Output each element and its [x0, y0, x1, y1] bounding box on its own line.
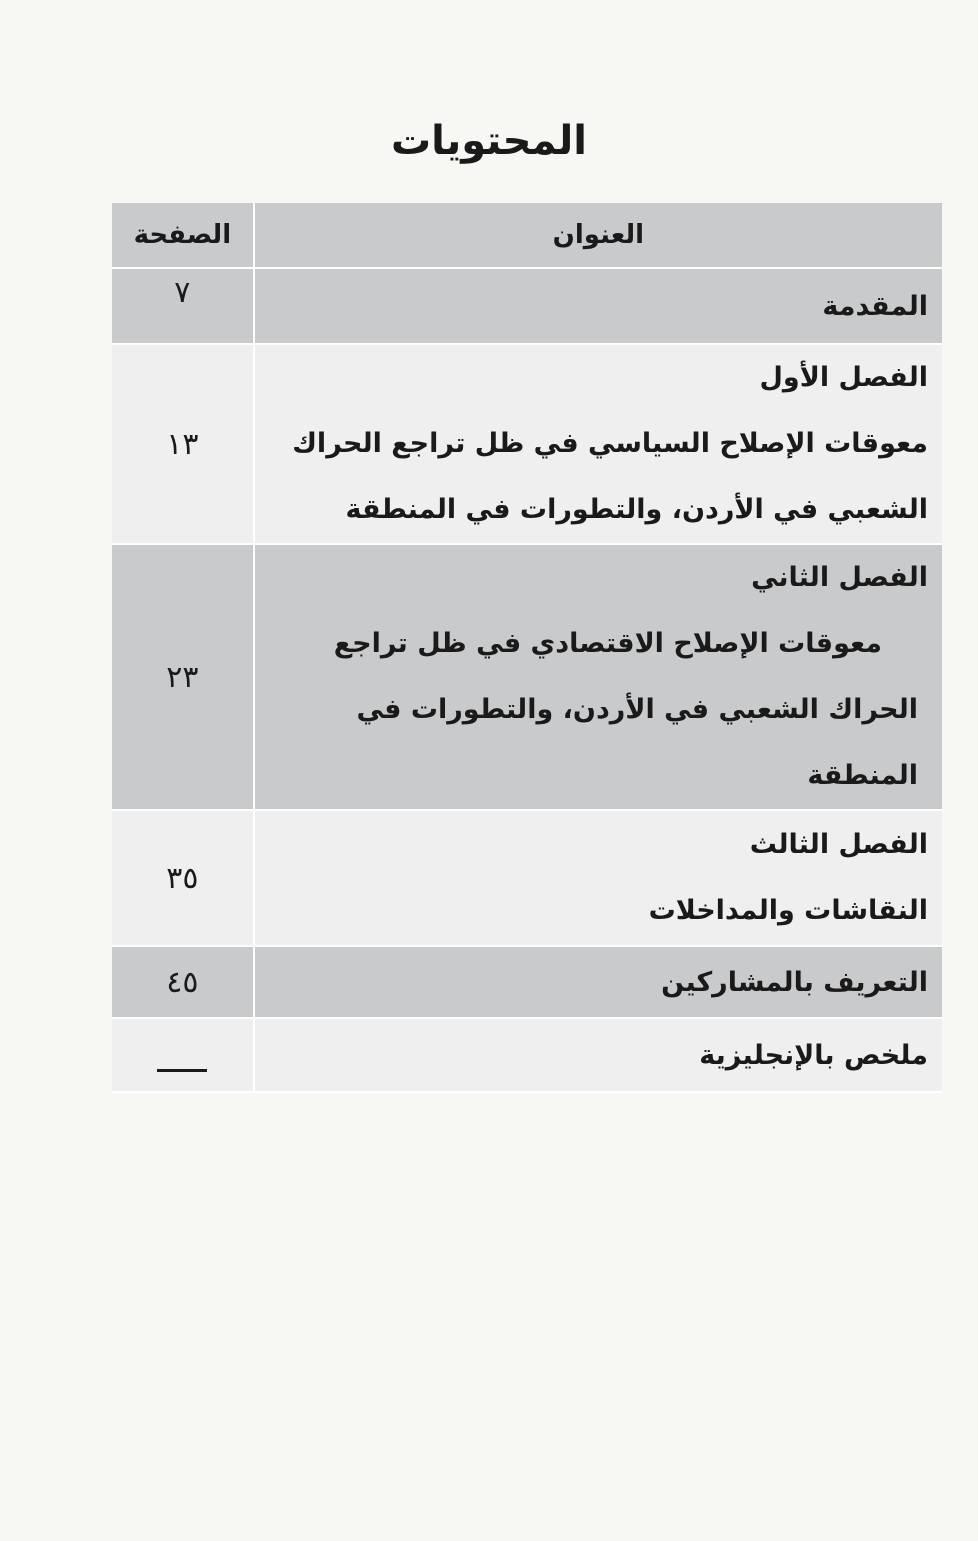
page-number: ١٣	[166, 426, 199, 462]
table-row	[112, 544, 942, 810]
entry-title[interactable]: معوقات الإصلاح السياسي في ظل تراجع الحراك	[292, 428, 928, 459]
entry-title-continued[interactable]: الحراك الشعبي في الأردن، والتطورات في المنطقة	[356, 694, 918, 791]
table-row	[112, 344, 942, 544]
table-row	[112, 810, 942, 946]
page-title: المحتويات	[390, 118, 587, 164]
page-cell	[112, 268, 254, 344]
entry-title[interactable]: المقدمة	[822, 290, 928, 322]
chapter-label: الفصل الأول	[759, 362, 928, 393]
page-number: ٤٥	[166, 964, 199, 1000]
page-cell	[112, 544, 254, 810]
page-cell	[112, 1018, 254, 1092]
no-page-dash	[157, 1069, 207, 1072]
entry-cell	[254, 946, 942, 1018]
entry-cell	[254, 544, 942, 810]
page-number: ٣٥	[166, 860, 199, 896]
contents-table	[112, 203, 942, 1093]
entry-title[interactable]: التعريف بالمشاركين	[661, 966, 928, 998]
page-column-header: الصفحة	[112, 203, 254, 268]
table-row	[112, 1018, 942, 1092]
table-row	[112, 268, 942, 344]
entry-cell	[254, 1018, 942, 1092]
title-column-header: العنوان	[254, 203, 942, 268]
page-cell	[112, 344, 254, 544]
page-cell	[112, 946, 254, 1018]
page-cell	[112, 810, 254, 946]
page-number: ٧	[174, 274, 191, 310]
entry-title[interactable]: معوقات الإصلاح الاقتصادي في ظل تراجع	[333, 628, 882, 659]
chapter-label: الفصل الثالث	[749, 829, 928, 860]
entry-cell	[254, 344, 942, 544]
entry-title-continued[interactable]: الشعبي في الأردن، والتطورات في المنطقة	[345, 494, 928, 525]
chapter-label: الفصل الثاني	[751, 562, 928, 593]
table-row	[112, 946, 942, 1018]
entry-cell	[254, 810, 942, 946]
entry-title[interactable]: ملخص بالإنجليزية	[699, 1039, 928, 1071]
page-number: ٢٣	[166, 659, 199, 695]
entry-title[interactable]: النقاشات والمداخلات	[648, 895, 928, 926]
entry-cell	[254, 268, 942, 344]
table-header-row	[112, 203, 942, 268]
